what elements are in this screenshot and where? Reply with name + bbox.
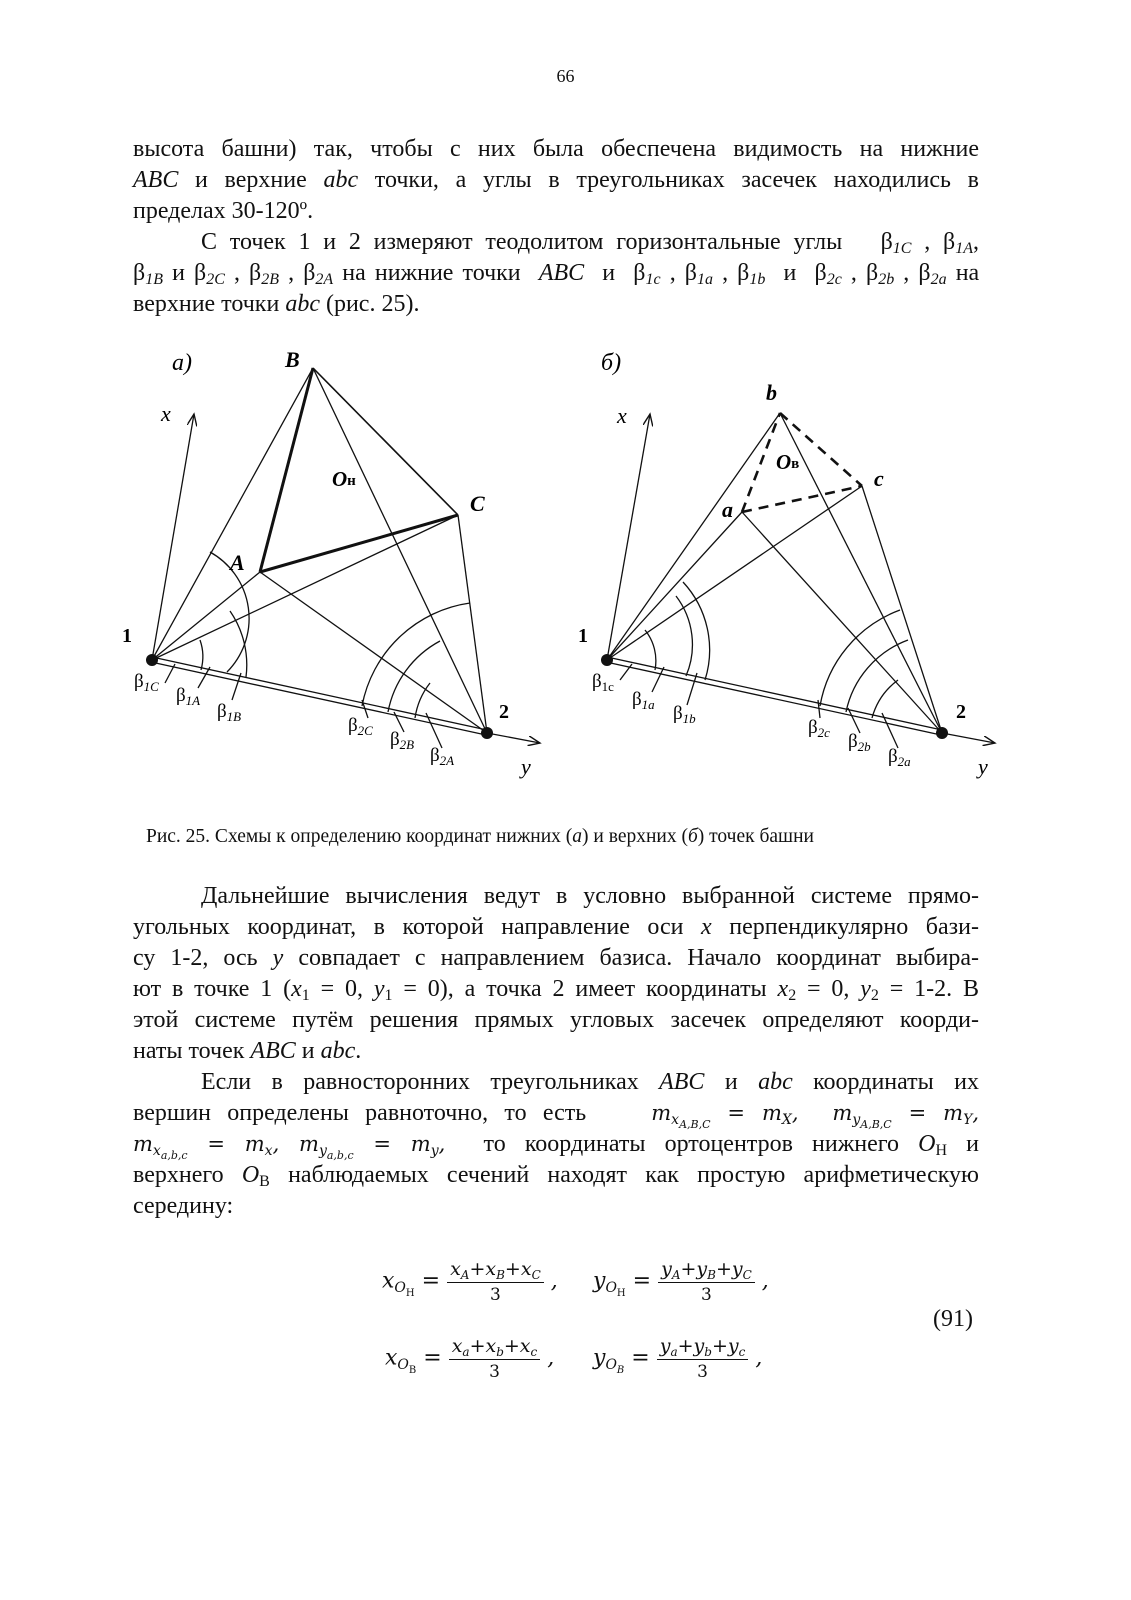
panel-a-diagram (151, 368, 540, 748)
point-B-label: B (285, 347, 300, 372)
point-2-a (481, 727, 493, 739)
panel-b-diagram (606, 413, 995, 748)
p1-line3: пределах 30-120º. (133, 198, 314, 224)
svg-text:β2C: $\beta_{2C}$ (348, 715, 373, 738)
svg-text:β2a: $\beta_{2a}$ (888, 746, 911, 769)
paragraph-4 (133, 1067, 979, 1222)
panel-b-label: б) (601, 350, 622, 376)
figure-25 (0, 340, 1131, 810)
y-axis-label-a: y (521, 754, 531, 779)
y-axis-label-b: y (978, 754, 988, 779)
orthocenter-On-label: Oн (332, 467, 356, 491)
p4-line5: середину: (133, 1193, 234, 1219)
point-a-label: a (722, 497, 733, 522)
x-axis-label-b: x (617, 403, 627, 428)
point-2-label-b: 2 (956, 701, 966, 723)
point-2-b (936, 727, 948, 739)
paragraph-3 (133, 881, 979, 1067)
page-number: 66 (556, 66, 575, 86)
point-1-label-a: 1 (122, 625, 132, 647)
svg-text:β1C: $\beta_{1C}$ (134, 671, 159, 694)
p1-line1: высота башни) так, чтобы с них была обеспечена видимость на нижние (133, 136, 979, 162)
x-axis-label-a: x (161, 401, 171, 426)
equation-yOv: $y_{O_B}$ = $\frac{y_a+y_b+y_c}{3}$ , (593, 1335, 763, 1382)
p2-line3: верхние точки abc (рис. 25). (133, 291, 420, 317)
p3-line2: угольных координат, в которой направление оси x перпендикулярно бази- (133, 914, 979, 940)
p3-line1: Дальнейшие вычисления ведут в условно выбранной системе прямо- (201, 883, 979, 909)
p3-line5: этой системе путём решения прямых угловых засечек определяют коорди- (133, 1007, 979, 1033)
point-b-label: b (766, 380, 777, 405)
svg-text:β1B: $\beta_{1B}$ (217, 701, 242, 724)
svg-text:β1a: $\beta_{1a}$ (632, 689, 655, 712)
point-1-a (146, 654, 158, 666)
point-C-label: C (470, 491, 485, 516)
paragraph-1 (133, 134, 979, 227)
p4-line3: $m_{x_{a,b,c}} = m_x$, $m_{y_{a,b,c}} = m_y$, то координаты ортоцентров нижнего $O_Н$ и (133, 1131, 979, 1162)
point-1-label-b: 1 (578, 625, 588, 647)
equation-number: (91) (933, 1306, 973, 1332)
p3-line6: наты точек ABC и abc. (133, 1038, 362, 1064)
equation-xOn: $x_{O_Н}$ = $\frac{x_A+x_B+x_C}{3}$ , (382, 1258, 558, 1305)
svg-text:β1b: $\beta_{1b}$ (673, 703, 696, 726)
p3-line3: су 1-2, ось y совпадает с направлением базиса. Начало координат выбира- (133, 945, 979, 971)
p3-line4: ют в точке 1 ($x_1 = 0$, $y_1 = 0$), а точка 2 имеет координаты $x_2 = 0$, $y_2 = 1-2$. В (133, 976, 979, 1004)
angle-labels-a (134, 671, 454, 768)
p2-line2: $\beta_{1B}$ и $\beta_{2C}$ , $\beta_{2B}$ , $\beta_{2A}$ на нижние точки ABC и $\beta_{1c}$ , $\beta_{1a}$ , $\beta_{1b}$ и $\beta_{2c}$ , $\beta_{2b}$ , $\beta_{2a}$ на (133, 260, 980, 288)
svg-text:β1c: $\beta_{1c}$ (592, 671, 614, 694)
equation-yOn: $y_{O_Н}$ = $\frac{y_A+y_B+y_C}{3}$ , (593, 1258, 769, 1305)
point-1-b (601, 654, 613, 666)
p2-line1: С точек 1 и 2 измеряют теодолитом горизонтальные углы $\beta_{1C}$ , $\beta_{1A}$, (201, 229, 980, 257)
svg-text:β2c: $\beta_{2c}$ (808, 717, 830, 740)
point-2-label-a: 2 (499, 701, 509, 723)
paragraph-2 (133, 227, 979, 320)
p4-line1: Если в равносторонних треугольниках ABC и abc координаты их (201, 1069, 979, 1095)
p4-line4: верхнего $O_В$ наблюдаемых сечений находят как простую арифметическую (133, 1162, 979, 1190)
orthocenter-Ov-label: Oв (776, 450, 800, 474)
p4-line2: вершин определены равноточно, то есть $m_{x_{A,B,C}} = m_X$, $m_{y_{A,B,C}} = m_Y$, (133, 1100, 980, 1131)
panel-a-label: а) (172, 350, 192, 376)
svg-text:β2B: $\beta_{2B}$ (390, 729, 415, 752)
svg-text:β1A: $\beta_{1A}$ (176, 685, 201, 708)
figure-caption: Рис. 25. Схемы к определению координат нижних (а) и верхних (б) точек башни (146, 826, 814, 847)
svg-text:β2A: $\beta_{2A}$ (430, 745, 455, 768)
equation-xOv: $x_{O_В}$ = $\frac{x_a+x_b+x_c}{3}$ , (385, 1335, 555, 1382)
angle-labels-b (592, 671, 911, 769)
point-c-label: c (874, 466, 884, 491)
svg-text:β2b: $\beta_{2b}$ (848, 731, 871, 754)
p1-line2: ABC и верхние abc точки, а углы в треугольниках засечек находились в (133, 167, 979, 193)
point-A-label: A (230, 550, 245, 575)
